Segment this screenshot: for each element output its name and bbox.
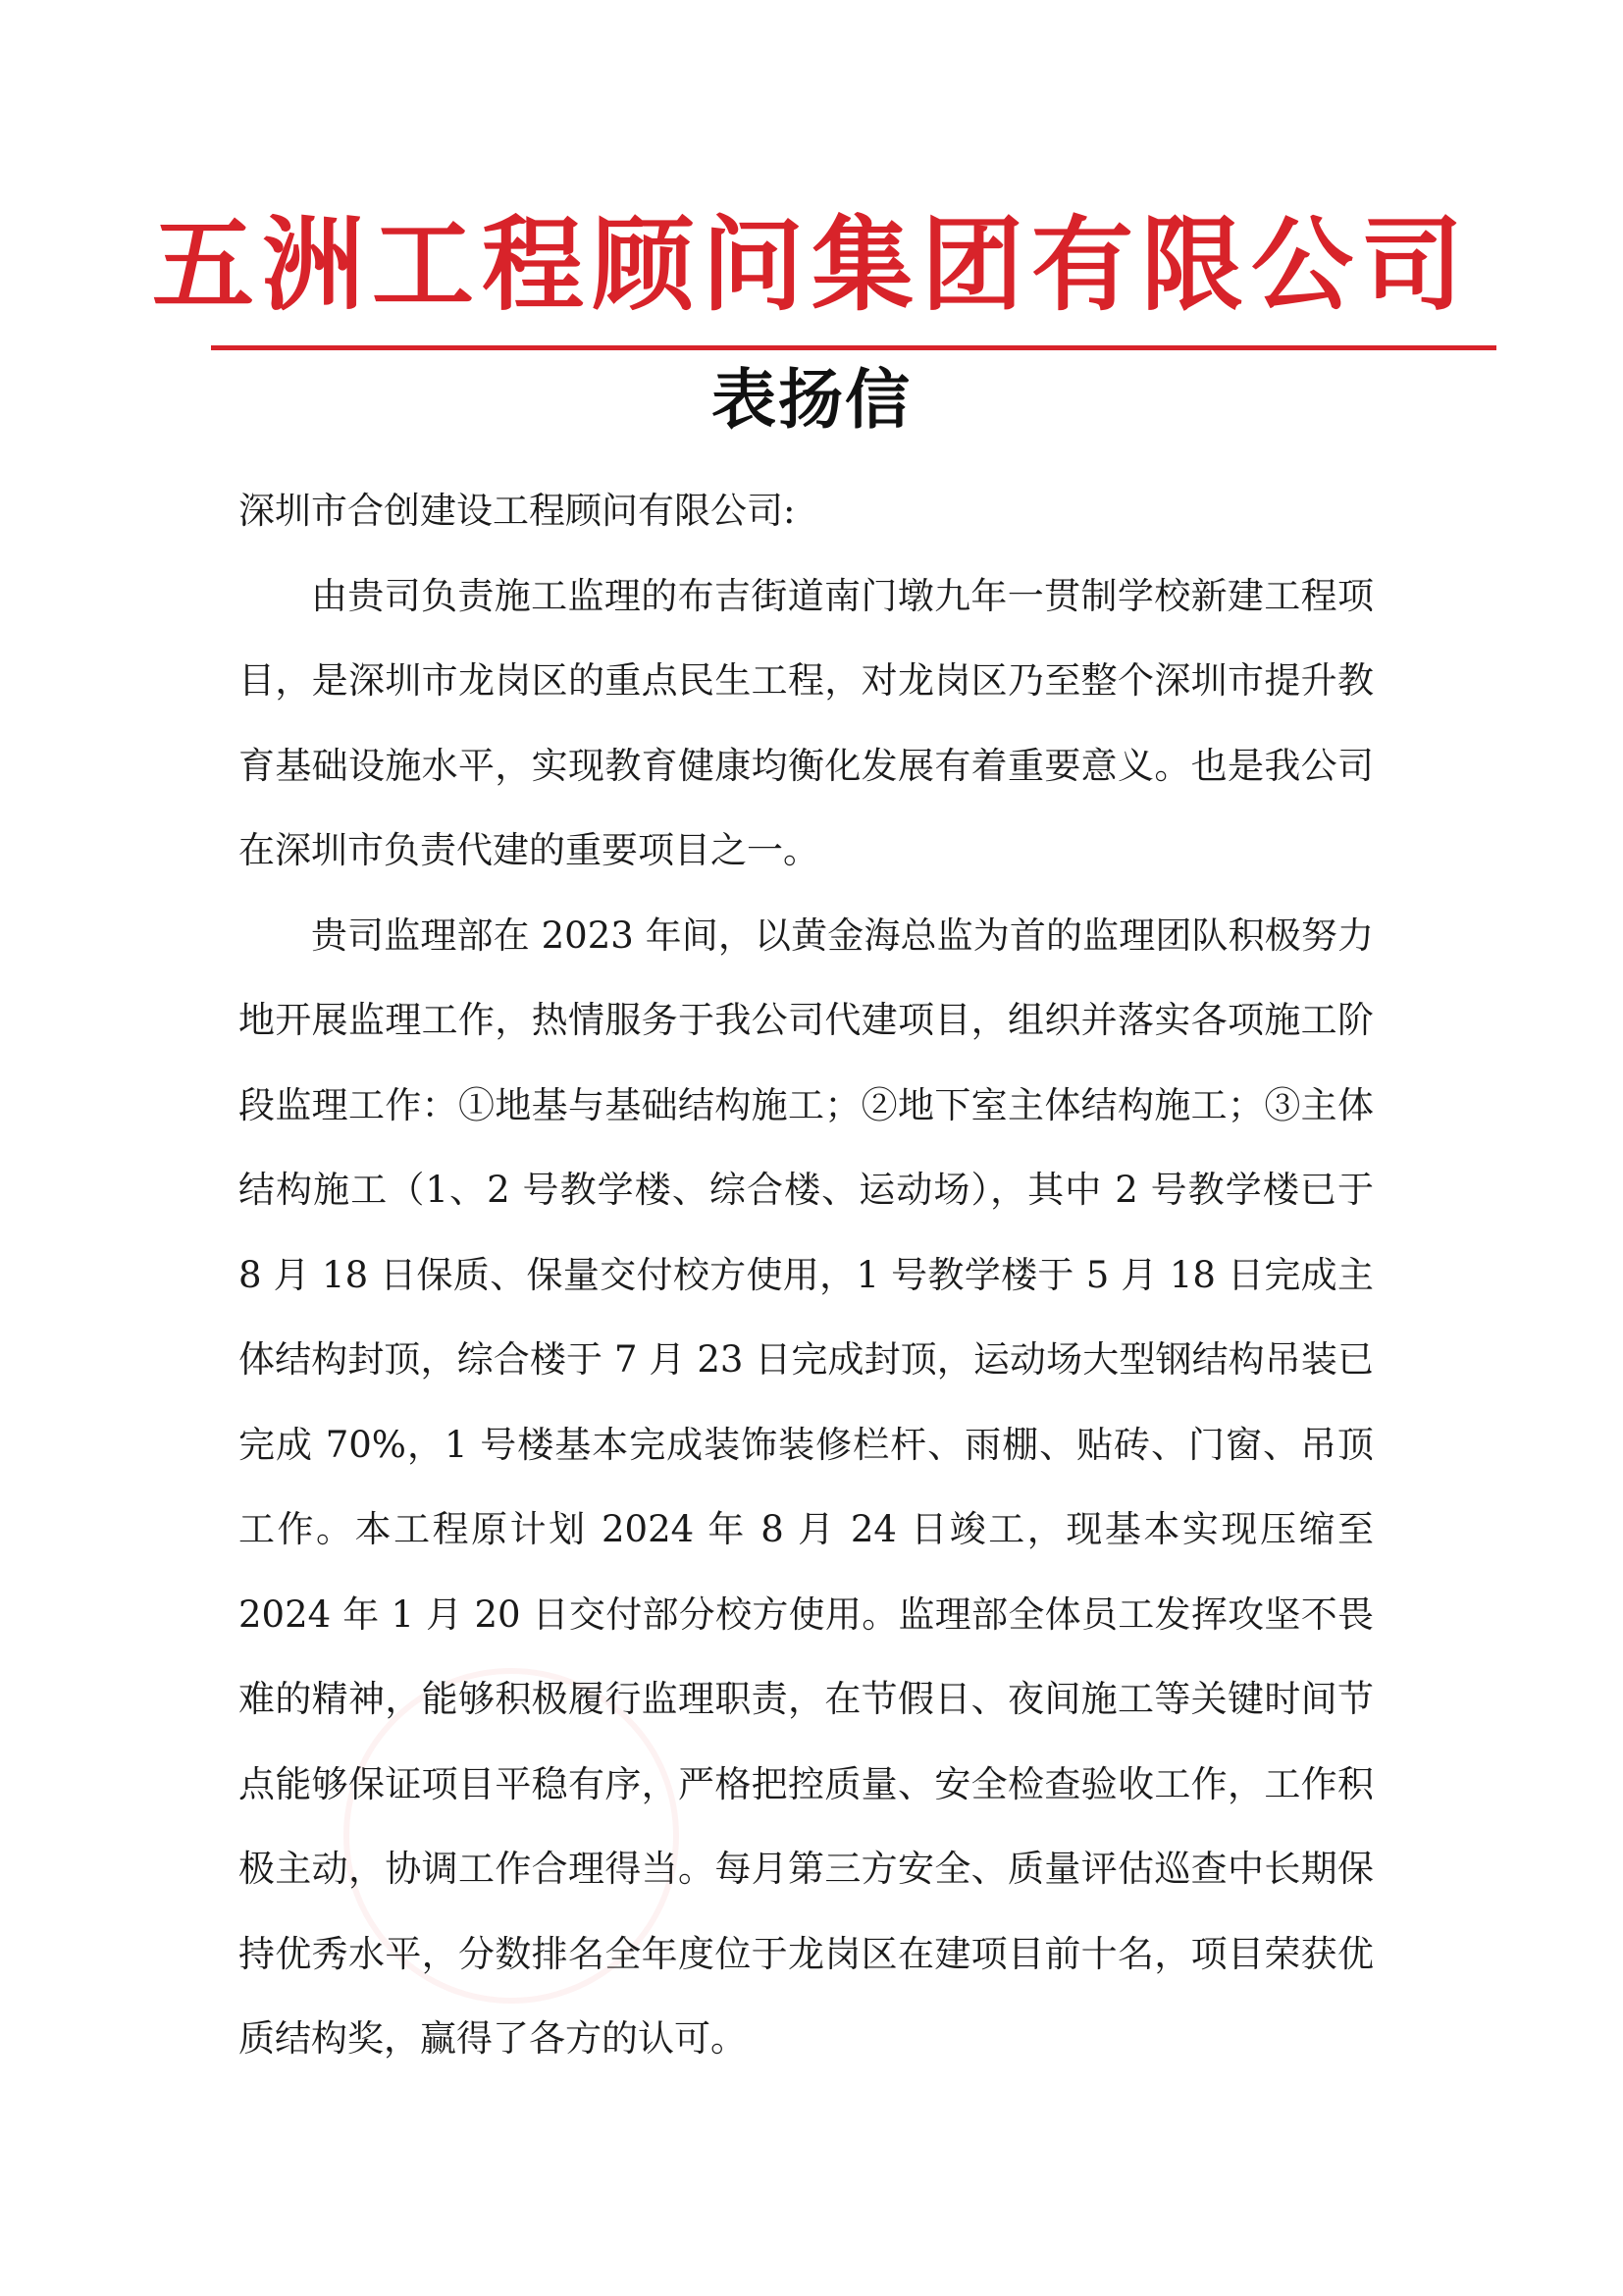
letterhead-company-name: 五洲工程顾问集团有限公司 [151,205,1471,325]
paragraph-supervision-work: 贵司监理部在 2023 年间，以黄金海总监为首的监理团队积极努力地开展监理工作，热情服务于我公司代建项目，组织并落实各项施工阶段监理工作：①地基与基础结构施工；②地下室主体结构施工；③主体结构施工（1、2 号教学楼、综合楼、运动场），其中 2 号教学楼已于 8 月 18 日保质、保量交付校方使用，1 号教学楼于 5 月 18 日完成主体结构封顶，综合楼于 7 月 23 日完成封顶，运动场大型钢结构吊装已完成 70%，1 号楼基本完成装饰装修栏杆、雨棚、贴砖、门窗、吊顶工作。本工程原计划 2024 年 8 月 24 日竣工，现基本实现压缩至 2024 年 1 月 20 日交付部分校方使用。监理部全体员工发挥攻坚不畏难的精神，能够积极履行监理职责，在节假日、夜间施工等关键时间节点能够保证项目平稳有序，严格把控质量、安全检查验收工作，工作积极主动，协调工作合理得当。每月第三方安全、质量评估巡查中长期保持优秀水平，分数排名全年度位于龙岗区在建项目前十名，项目荣获优质结构奖，赢得了各方的认可。 [238,913,1374,2060]
paragraph-project-intro: 由贵司负责施工监理的布吉街道南门墩九年一贯制学校新建工程项目，是深圳市龙岗区的重点民生工程，对龙岗区乃至整个深圳市提升教育基础设施水平，实现教育健康均衡化发展有着重要意义。也是我公司在深圳市负责代建的重要项目之一。 [238,574,1374,871]
document-title: 表扬信 [711,361,912,438]
salutation: 深圳市合创建设工程顾问有限公司: [238,490,796,532]
letterhead-divider [211,345,1496,350]
letter-body [238,469,1374,2082]
